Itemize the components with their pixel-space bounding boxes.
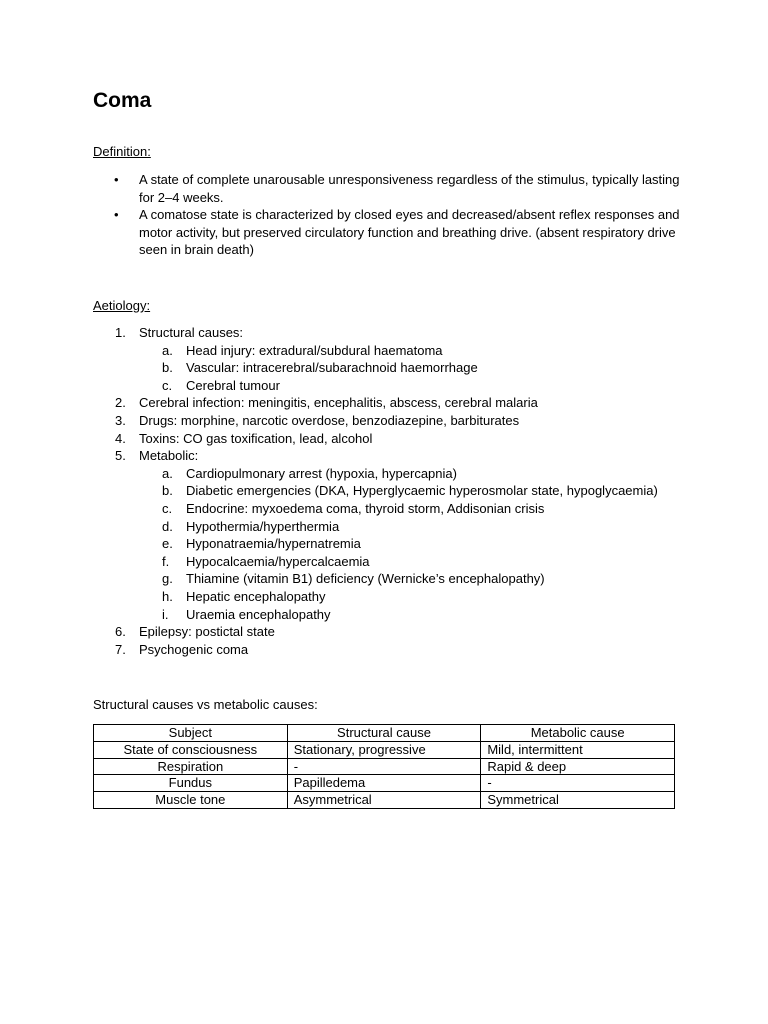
sub-item (139, 465, 693, 483)
aetiology-item (93, 394, 693, 412)
aetiology-heading: Aetiology: (93, 298, 151, 313)
sub-letter: g. (162, 571, 173, 587)
table-caption: Structural causes vs metabolic causes: (93, 697, 318, 712)
comparison-table (93, 724, 675, 809)
sub-text: Vascular: intracerebral/subarachnoid haemorrhage (186, 360, 478, 376)
aetiology-item (93, 430, 693, 448)
aetiology-item (93, 641, 693, 659)
sub-item (139, 359, 693, 377)
sub-item (139, 535, 693, 553)
table-cell: Asymmetrical (287, 792, 481, 809)
sub-item (139, 553, 693, 571)
sub-text: Diabetic emergencies (DKA, Hyperglycaemic hyperosmolar state, hypoglycaemia) (186, 483, 658, 499)
table-header-row (94, 725, 675, 742)
aetiology-item (93, 324, 693, 394)
sub-text: Head injury: extradural/subdural haematoma (186, 342, 443, 358)
sub-text: Hypocalcaemia/hypercalcaemia (186, 553, 370, 569)
sub-letter: a. (162, 465, 173, 481)
sub-item (139, 606, 693, 624)
table-cell: - (287, 758, 481, 775)
item-number: 3. (115, 412, 126, 428)
item-text: Metabolic: (139, 448, 199, 464)
aetiology-item (93, 623, 693, 641)
sub-letter: d. (162, 518, 173, 534)
sub-text: Hepatic encephalopathy (186, 588, 326, 604)
column-header: Subject (94, 725, 288, 742)
definition-bullet: • A state of complete unarousable unresponsiveness regardless of the stimulus, typically lasting for 2–4 weeks. (93, 171, 683, 206)
sub-item (139, 570, 693, 588)
table-cell: Mild, intermittent (481, 741, 675, 758)
sub-letter: c. (162, 377, 173, 393)
sub-item (139, 500, 693, 518)
sub-letter: h. (162, 588, 173, 604)
item-number: 1. (115, 325, 126, 340)
structural-sublist (139, 342, 693, 395)
item-number: 4. (115, 430, 126, 446)
sub-item (139, 342, 693, 360)
sub-text: Hypothermia/hyperthermia (186, 518, 340, 534)
item-text: Toxins: CO gas toxification, lead, alcohol (139, 430, 373, 446)
sub-text: Cardiopulmonary arrest (hypoxia, hypercapnia) (186, 465, 457, 481)
item-number: 7. (115, 641, 126, 657)
item-text: Drugs: morphine, narcotic overdose, benzodiazepine, barbiturates (139, 412, 520, 428)
table-row (94, 775, 675, 792)
table-cell: Stationary, progressive (287, 741, 481, 758)
table-cell: State of consciousness (94, 741, 288, 758)
table-cell: Papilledema (287, 775, 481, 792)
sub-letter: b. (162, 360, 173, 376)
item-number: 6. (115, 624, 126, 640)
sub-letter: c. (162, 500, 173, 516)
table-cell: Symmetrical (481, 792, 675, 809)
item-text: Cerebral infection: meningitis, encephalitis, abscess, cerebral malaria (139, 395, 538, 411)
sub-item (139, 377, 693, 395)
sub-text: Uraemia encephalopathy (186, 606, 331, 622)
item-text: Epilepsy: postictal state (139, 624, 275, 640)
aetiology-item (93, 412, 693, 430)
sub-item (139, 482, 693, 500)
sub-text: Thiamine (vitamin B1) deficiency (Wernicke’s encephalopathy) (186, 571, 545, 587)
definition-list (93, 171, 683, 259)
table-cell: Respiration (94, 758, 288, 775)
table-row (94, 758, 675, 775)
aetiology-list (93, 324, 693, 658)
sub-letter: b. (162, 483, 173, 499)
table-cell: Muscle tone (94, 792, 288, 809)
sub-text: Endocrine: myxoedema coma, thyroid storm, Addisonian crisis (186, 500, 545, 516)
item-number: 5. (115, 448, 126, 464)
definition-heading: Definition: (93, 144, 151, 159)
column-header: Structural cause (287, 725, 481, 742)
table-row (94, 741, 675, 758)
aetiology-item (93, 447, 693, 623)
table-cell: Rapid & deep (481, 758, 675, 775)
table-row (94, 792, 675, 809)
item-number: 2. (115, 395, 126, 411)
item-text: Structural causes: (139, 325, 244, 340)
column-header: Metabolic cause (481, 725, 675, 742)
sub-text: Cerebral tumour (186, 377, 280, 393)
sub-letter: e. (162, 536, 173, 552)
metabolic-sublist (139, 465, 693, 623)
table-cell: Fundus (94, 775, 288, 792)
sub-text: Hyponatraemia/hypernatremia (186, 536, 361, 552)
definition-bullet: • A comatose state is characterized by closed eyes and decreased/absent reflex responses and motor activity, but preserved circulatory function and breathing drive. (absent respiratory drive seen in brain death) (93, 206, 683, 259)
sub-letter: i. (162, 606, 169, 622)
page-title: Coma (93, 89, 152, 112)
sub-item (139, 518, 693, 536)
table-cell: - (481, 775, 675, 792)
sub-item (139, 588, 693, 606)
sub-letter: a. (162, 342, 173, 358)
sub-letter: f. (162, 553, 170, 569)
item-text: Psychogenic coma (139, 641, 249, 657)
